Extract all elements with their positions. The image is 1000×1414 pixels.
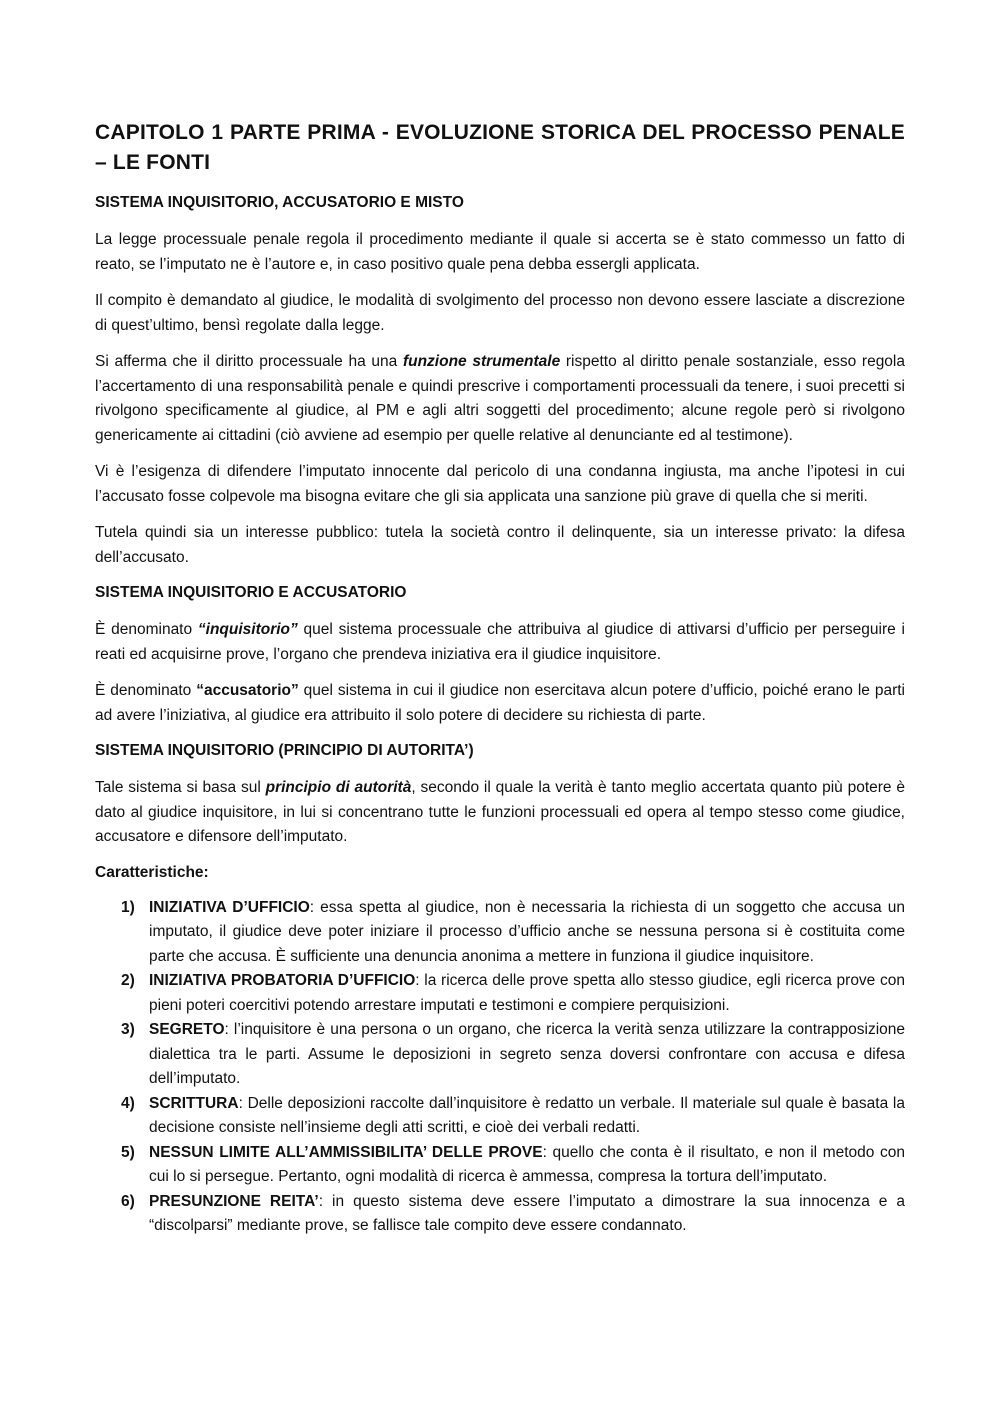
paragraph: Vi è l’esigenza di difendere l’imputato innocente dal pericolo di una condanna ingiusta, ma anche l’ipotesi in cui l’accusato fosse colpevole ma bisogna evitare che gli sia applicata una sanzione più grave di quella che si meriti. [95,463,905,505]
text-run: quel sistema processuale che attribuiva al giudice di attivarsi d’ufficio per perseguire i reati ed acquisirne prove, l’organo che prendeva iniziativa era il giudice inquisitore. [95,621,905,663]
list-text: : Delle deposizioni raccolte dall’inquisitore è redatto un verbale. Il materiale sul quale è basata la decisione consiste nell’insieme degli atti scritti, e cioè dei verbali redatti. [149,1094,905,1136]
paragraph [95,776,905,850]
characteristics-list [95,896,905,1239]
list-text: : quello che conta è il risultato, e non il metodo con cui lo si persegue. Pertanto, ogni modalità di ricerca è ammessa, compresa la tortura dell’imputato. [149,1143,905,1185]
page-title: CAPITOLO 1 PARTE PRIMA - EVOLUZIONE STORICA DEL PROCESSO PENALE – LE FONTI [95,121,905,174]
paragraph [95,618,905,667]
list-item [121,1018,905,1092]
text-run: Si afferma che il diritto processuale ha una [95,353,403,370]
emphasis-text: principio di autorità [265,779,412,796]
text-run: rispetto al diritto penale sostanziale, esso regola l’accertamento di una responsabilità penale e quindi prescrive i comportamenti processuali da tenere, i suoi precetti si rivolgono specificamente al giudice, al PM e agli altri soggetti del procedimento; alcune regole però si rivolgono genericamente ai cittadini (ciò avviene ad esempio per quelle relative al denunciante ed al testimone). [95,353,905,444]
text-run: È denominato [95,621,198,638]
list-term: PRESUNZIONE REITA’ [149,1192,319,1210]
list-term: SCRITTURA [149,1094,239,1112]
list-term: INIZIATIVA PROBATORIA D’UFFICIO [149,972,416,989]
emphasis-text: “inquisitorio” [197,621,298,638]
list-text: : essa spetta al giudice, non è necessaria la richiesta di un soggetto che accusa un imputato, il giudice deve poter iniziare il processo d’ufficio anche se nessuna persona si è costituita come parte che accusa. È sufficiente una denuncia anonima a mettere in funziona il giudice inquisitore. [149,898,905,965]
section-heading-inquisitorio-accusatorio: SISTEMA INQUISITORIO E ACCUSATORIO [95,584,407,601]
text-run: quel sistema in cui il giudice non esercitava alcun potere d’ufficio, poiché erano le parti ad avere l’iniziativa, al giudice era attribuito il solo potere di decidere su richiesta di parte. [95,682,905,724]
section-heading-misto: SISTEMA INQUISITORIO, ACCUSATORIO E MISTO [95,194,464,211]
list-term: NESSUN LIMITE ALL’AMMISSIBILITA’ DELLE PROVE [149,1143,543,1161]
paragraph: Tutela quindi sia un interesse pubblico: tutela la società contro il delinquente, sia un interesse privato: la difesa dell’accusato. [95,524,905,566]
list-text: : in questo sistema deve essere l’imputato a dimostrare la sua innocenza e a “discolparsi” mediante prove, se fallisce tale compito deve essere condannato. [149,1192,906,1234]
list-number: 6) [121,1192,135,1210]
text-run: Tale sistema si basa sul [95,779,266,796]
characteristics-label: Caratteristiche: [95,863,209,881]
list-text: : la ricerca delle prove spetta allo stesso giudice, egli ricerca prove con pieni poteri coercitivi potendo arrestare imputati e testimoni e compiere perquisizioni. [149,972,905,1014]
list-item [121,1141,905,1190]
paragraph: La legge processuale penale regola il procedimento mediante il quale si accerta se è stato commesso un fatto di reato, se l’imputato ne è l’autore e, in caso positivo quale pena debba essergli applicata. [95,231,905,273]
list-term: INIZIATIVA D’UFFICIO [149,898,310,916]
list-number: 1) [121,898,135,916]
list-number: 5) [121,1143,135,1161]
document-page [95,118,905,1239]
list-term: SEGRETO [149,1021,225,1038]
list-number: 2) [121,972,135,989]
emphasis-text: “accusatorio” [196,682,299,699]
list-item [121,1190,905,1239]
paragraph [95,350,905,448]
text-run: , secondo il quale la verità è tanto meglio accertata quanto più potere è dato al giudice inquisitore, in lui si concentrano tutte le funzioni processuali ed opera al tempo stesso come giudice, accusatore e difensore dell’imputato. [95,779,905,845]
paragraph: Il compito è demandato al giudice, le modalità di svolgimento del processo non devono essere lasciate a discrezione di quest’ultimo, bensì regolate dalla legge. [95,292,905,334]
paragraph [95,679,905,728]
list-number: 4) [121,1094,135,1112]
list-item [121,969,905,1018]
text-run: È denominato [95,682,197,699]
emphasis-text: funzione strumentale [402,353,561,370]
list-text: : l’inquisitore è una persona o un organo, che ricerca la verità senza utilizzare la contrapposizione dialettica tra le parti. Assume le deposizioni in segreto senza doversi confrontare con accusa e difesa dell’imputato. [149,1021,905,1087]
list-item [121,1092,905,1141]
section-heading-autorita: SISTEMA INQUISITORIO (PRINCIPIO DI AUTORITA’) [95,742,474,759]
list-item [121,896,905,970]
list-number: 3) [121,1021,135,1038]
